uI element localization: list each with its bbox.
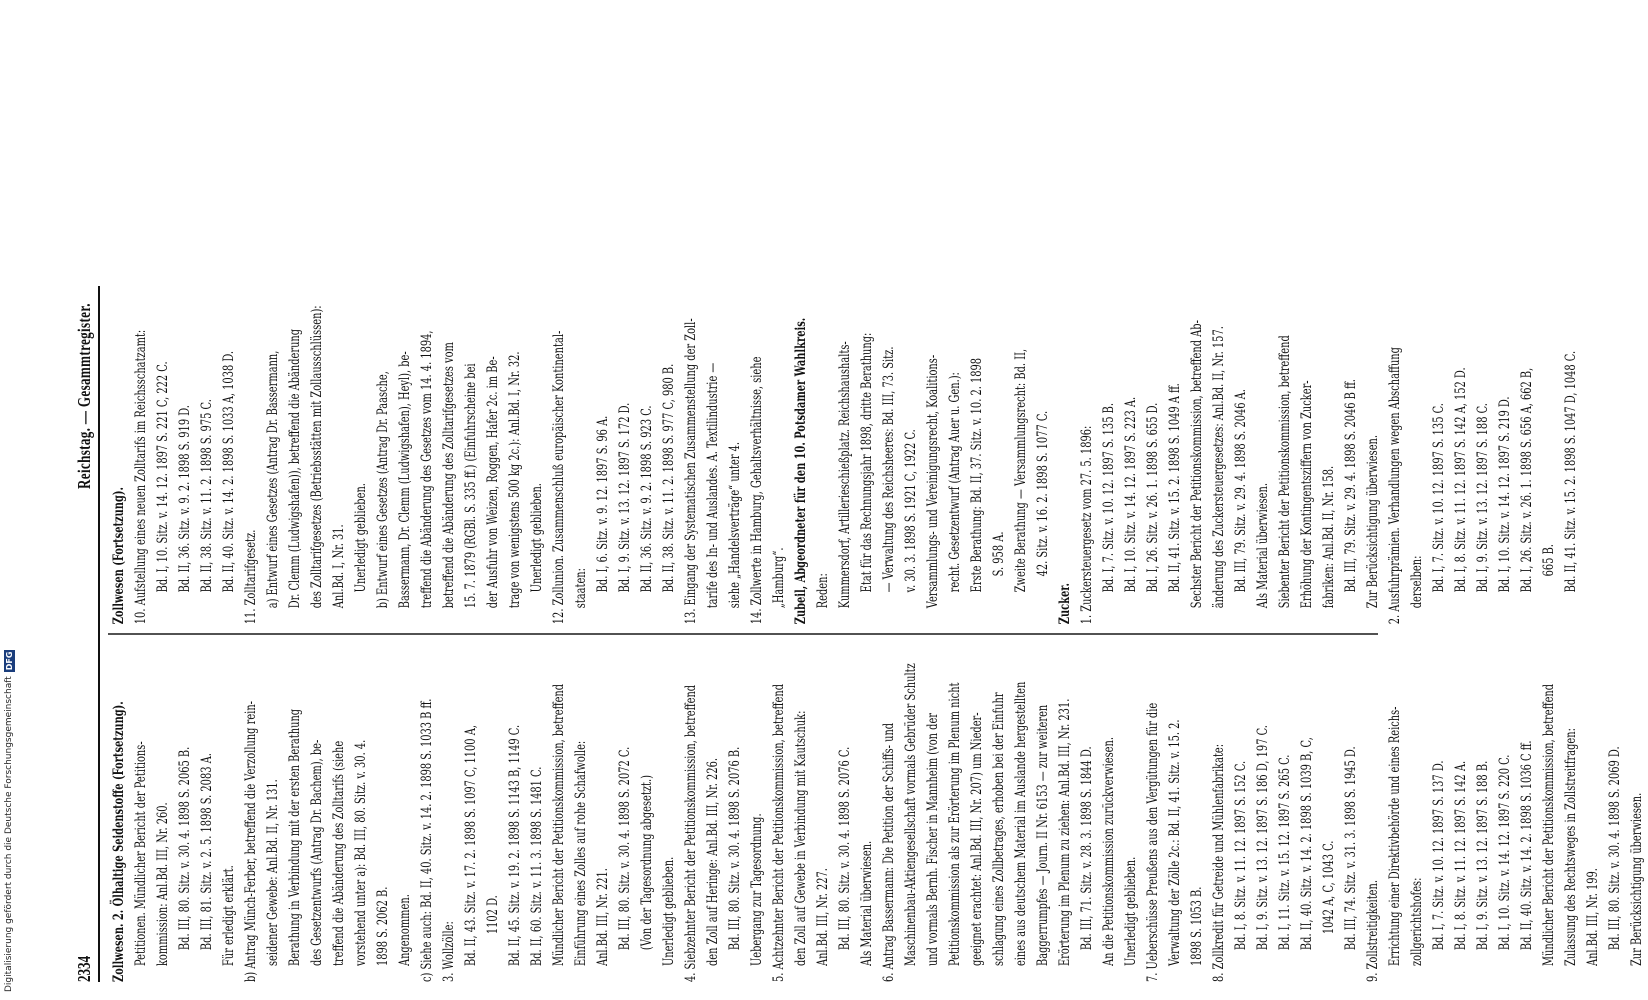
left-entry: Bd. II, 60. Sitz. v. 11. 3. 1898 S. 1481 C. (529, 766, 545, 967)
left-entry: 4. Siebzehnter Bericht der Petitionskommission, betreffend (683, 684, 699, 982)
right-entry: Bd. I, 7. Sitz. v. 10. 12. 1897 S. 135 B. (1101, 403, 1117, 593)
right-entry: betreffend die Abänderung des Zolltarifgesetzes vom (441, 342, 457, 609)
left-column (108, 635, 1645, 982)
left-entry: Errichtung einer Direktivbehörde und eines Reichs- (1387, 706, 1403, 967)
left-entry: Zollwesen. 2. Ölhaltige Seidenstoffe (Fortsetzung). (111, 701, 127, 982)
right-entry: S. 958 A. (991, 531, 1007, 577)
right-entry: Zubeil, Abgeordneter für den 10. Potsdamer Wahlkreis. (793, 317, 809, 625)
left-entry: Zur Berücksichtigung überwiesen. (1629, 792, 1645, 967)
right-entry: Bd. I, 26. Sitz. v. 26. 1. 1898 S. 656 A, 662 B, (1519, 367, 1535, 593)
right-entry: Bd. I, 26. Sitz. v. 26. 1. 1898 S. 655 D. (1145, 402, 1161, 593)
right-entry: Bd. I, 10. Sitz. v. 14. 12. 1897 S. 219 D. (1497, 396, 1513, 593)
left-entry: des Gesetzentwurfs (Antrag Dr. Bachem), be- (309, 739, 325, 967)
right-entry: Bd. II, 41. Sitz. v. 15. 2. 1898 S. 1047 D, 1048 C. (1563, 350, 1579, 593)
left-entry: Mündlicher Bericht der Petitionskommission, betreffend (1541, 683, 1557, 967)
left-entry: 8. Zollkredit für Getreide und Mühlenfabrikate: (1211, 743, 1227, 982)
left-entry: 5. Achtzehnter Bericht der Petitionskommission, betreffend (771, 683, 787, 982)
right-entry: „Hamburg“. (771, 547, 787, 609)
left-entry: Unerledigt geblieben. (661, 856, 677, 967)
right-entry: v. 30. 3. 1898 S. 1921 C, 1922 C. (903, 429, 919, 593)
left-entry: schlagung eines Zollbetrages, erhoben bei der Einfuhr (991, 692, 1007, 967)
left-entry: eines aus deutschem Material im Auslande hergestellten (1013, 681, 1029, 967)
page-number: 2334 (74, 955, 94, 982)
right-entry: tarife des In- und Auslandes. A. Textilindustrie — (705, 362, 721, 609)
right-entry: 11. Zolltarifgesetz. (243, 529, 259, 625)
right-entry: Zweite Berathung — Versammlungsrecht: Bd. II, (1013, 348, 1029, 593)
right-entry: Bd. III, 79. Sitz. v. 29. 4. 1898 S. 2046 A. (1233, 389, 1249, 593)
left-entry: Maschinenbau-Aktiengesellschaft vormals Gebrüder Schultz (903, 663, 919, 967)
left-entry: Bd. II, 40. Sitz. v. 14. 2. 1898 S. 1039 B, C, (1299, 737, 1315, 951)
left-entry: und vormals Bernh. Fischer in Mannheim (von der (925, 713, 941, 967)
digitization-credit (2, 600, 16, 992)
left-entry: kommission: Anl.Bd. III, Nr. 260. (155, 802, 171, 967)
page-title: Reichstag. — Gesammtregister. (74, 303, 94, 489)
right-entry: Reden: (815, 573, 831, 609)
right-entry: Bd. I, 8. Sitz. v. 11. 12. 1897 S. 142 A, 152 D. (1453, 367, 1469, 593)
right-entry: Bd. I, 7. Sitz. v. 10. 12. 1897 S. 135 C. (1431, 403, 1447, 593)
left-entry: Bd. III, 80. Sitz. v. 30. 4. 1898 S. 2076 C. (837, 746, 853, 951)
right-entry: Sechster Bericht der Petitionskommission, betreffend Ab- (1189, 320, 1205, 609)
credit-text: Digitalisierung gefördert durch die Deutsche Forschungsgemeinschaft (4, 676, 14, 992)
right-entry: 13. Eingang der Systematischen Zusammenstellung der Zoll- (683, 318, 699, 625)
left-entry: Petitionen. Mündlicher Bericht der Petitions- (133, 741, 149, 967)
left-entry: 1102 D. (485, 895, 501, 935)
column-rule (108, 633, 1378, 635)
right-entry: Als Material überwiesen. (1255, 483, 1271, 609)
left-entry: Bd. II, 40. Sitz. v. 14. 2. 1898 S. 1036 C ff. (1519, 740, 1535, 951)
right-entry: Bd. I, 6. Sitz. v. 9. 12. 1897 S. 96 A. (595, 415, 611, 593)
right-entry: des Zolltarifgesetzes (Betriebsstätten mit Zollausschlüssen): (309, 305, 325, 609)
left-entry: Angenommen. (397, 894, 413, 967)
left-entry: Uebergang zur Tagesordnung. (749, 813, 765, 967)
left-entry: Bd. III, 74. Sitz. v. 31. 3. 1898 S. 1945 D. (1343, 746, 1359, 951)
right-entry: Unerledigt geblieben. (529, 483, 545, 593)
right-entry: Erste Berathung: Bd. II, 37. Sitz. v. 10. 2. 1898 (969, 357, 985, 593)
left-entry: Für erledigt erklärt. (221, 865, 237, 967)
right-entry: 15. 7. 1879 (RGBl. S. 335 ff.) (Einfuhrscheine bei (463, 363, 479, 609)
right-entry: a) Entwurf eines Gesetzes (Antrag Dr. Bassermann, (265, 350, 281, 609)
right-entry: Dr. Clemm (Ludwigshafen)), betreffend die Abänderung (287, 328, 303, 609)
left-entry: Bd. I, 11. Sitz. v. 15. 12. 1897 S. 265 C. (1277, 754, 1293, 951)
rotated-page (70, 286, 1645, 982)
left-entry: Einführung eines Zolles auf rohe Schafwolle: (573, 740, 589, 967)
right-entry: Unerledigt geblieben. (353, 483, 369, 593)
right-entry: Bd. I, 10. Sitz. v. 14. 12. 1897 S. 221 C, 222 C. (155, 361, 171, 593)
left-entry: Bd. III, 80. Sitz. v. 30. 4. 1898 S. 2072 C. (617, 746, 633, 951)
right-column (108, 286, 1579, 633)
right-entry: Zur Berücksichtigung überwiesen. (1365, 434, 1381, 609)
right-entry: Bd. II, 36. Sitz. v. 9. 2. 1898 S. 923 C. (639, 405, 655, 593)
right-entry: Bd. II, 41. Sitz. v. 15. 2. 1898 S. 1049 A ff. (1167, 383, 1183, 593)
right-entry: trage von wenigstens 500 kg 2c.): Anl.Bd. I, Nr. 32. (507, 351, 523, 609)
left-entry: An die Petitionskommission zurückverwiesen. (1101, 737, 1117, 967)
left-entry: vorstehend unter a): Bd. III, 80. Sitz. v. 30. 4. (353, 739, 369, 967)
left-entry: den Zoll auf Heringe: Anl.Bd. III, Nr. 226. (705, 757, 721, 967)
right-entry: Bd. II, 40. Sitz. v. 14. 2. 1898 S. 1033 A, 1038 D. (221, 350, 237, 593)
right-entry: fabriken: Anl.Bd. II, Nr. 158. (1321, 465, 1337, 609)
right-entry: Versammlungs- und Vereinigungsrecht, Koalitions- (925, 354, 941, 609)
running-head (70, 286, 100, 982)
right-entry: Bassermann, Dr. Clemm (Ludwigshafen), Heyl), be- (397, 351, 413, 609)
left-entry: 7. Ueberschüsse Preußens aus den Vergütungen für die (1145, 702, 1161, 982)
left-entry: Anl.Bd. III, Nr. 199. (1585, 868, 1601, 967)
right-entry: 2. Ausfuhrprämien. Verhandlungen wegen Abschaffung (1387, 347, 1403, 625)
right-entry: treffend die Abänderung des Gesetzes vom 14. 4. 1894, (419, 330, 435, 609)
left-entry: Als Material überwiesen. (859, 840, 875, 967)
right-entry: Bd. II, 38. Sitz. v. 11. 2. 1898 S. 975 C. (199, 399, 215, 593)
left-entry: b) Antrag Münch-Ferber, betreffend die Verzollung rein- (243, 701, 259, 982)
right-entry: 14. Zollwerte in Hamburg, Gehaltsverhältnisse, siehe (749, 356, 765, 625)
left-entry: Anl.Bd. III, Nr. 227. (815, 868, 831, 967)
left-entry: Bd. I, 8. Sitz. v. 11. 12. 1897 S. 142 A. (1453, 760, 1469, 951)
right-entry: Bd. III, 79. Sitz. v. 29. 4. 1898 S. 2046 B ff. (1343, 379, 1359, 593)
left-entry: Unerledigt geblieben. (1123, 856, 1139, 967)
right-entry: Bd. II, 38. Sitz. v. 11. 2. 1898 S. 977 C, 980 B. (661, 363, 677, 593)
left-entry: 9. Zollstreitigkeiten. (1365, 880, 1381, 982)
right-entry: Kummersdorf, Artillerieschießplatz. Reichshaushalts- (837, 341, 853, 609)
right-entry: 1. Zuckersteuergesetz vom 27. 5. 1896: (1079, 425, 1095, 625)
left-entry: seidener Gewebe: Anl.Bd. II, Nr. 131. (265, 779, 281, 967)
left-entry: Bd. III, 80. Sitz. v. 30. 4. 1898 S. 2065 B. (177, 746, 193, 951)
left-entry: Bd. III, 80. Sitz. v. 30. 4. 1898 S. 2076 B. (727, 746, 743, 951)
right-entry: Erhöhung der Kontingentsziffern von Zucker- (1299, 380, 1315, 609)
right-entry: siehe „Handelsverträge“ unter 4. (727, 441, 743, 609)
left-entry: Bd. I, 7. Sitz. v. 10. 12. 1897 S. 137 D. (1431, 760, 1447, 951)
right-entry: — Verwaltung des Reichsheeres: Bd. III, 73. Sitz. (881, 346, 897, 593)
left-entry: Bd. II, 43. Sitz. v. 17. 2. 1898 S. 1097 C, 1100 A, (463, 725, 479, 967)
left-entry: 1042 A, C, 1043 C. (1321, 840, 1337, 935)
left-entry: Anl.Bd. III, Nr. 221. (595, 868, 611, 967)
left-entry: Mündlicher Bericht der Petitionskommission, betreffend (551, 683, 567, 967)
right-entry: Bd. I, 9. Sitz. v. 13. 12. 1897 S. 188 C. (1475, 403, 1491, 593)
left-entry: 1898 S. 2062 B. (375, 886, 391, 967)
right-entry: Bd. I, 9. Sitz. v. 13. 12. 1897 S. 172 D. (617, 402, 633, 593)
dfg-logo: DFG (4, 651, 14, 671)
left-entry: Bd. I, 10. Sitz. v. 14. 12. 1897 S. 220 C. (1497, 754, 1513, 951)
right-entry: 12. Zollunion. Zusammenschluß europäischer Kontinental- (551, 330, 567, 625)
right-entry: Bd. I, 10. Sitz. v. 14. 12. 1897 S. 223 A. (1123, 396, 1139, 593)
right-entry: Siebenter Bericht der Petitionskommission, betreffend (1277, 335, 1293, 609)
left-entry: c) Siehe auch: Bd. II, 40. Sitz. v. 14. 2. 1898 S. 1033 B ff. (419, 698, 435, 982)
right-entry: änderung des Zuckersteuergesetzes: Anl.Bd. II, Nr. 157. (1211, 326, 1227, 609)
left-entry: Baggerrumpfes — Journ. II Nr. 6153 — zur weiteren (1035, 704, 1051, 967)
left-entry: zollgerichtshofes: (1409, 877, 1425, 967)
right-entry: 10. Aufstellung eines neuen Zolltarifs im Reichsschatzamt: (133, 329, 149, 625)
left-entry: 6. Antrag Bassermann: Die Petition der Schiffs- und (881, 722, 897, 982)
right-entry: b) Entwurf eines Gesetzes (Antrag Dr. Paasche, (375, 371, 391, 609)
left-entry: 1898 S. 1053 B. (1189, 886, 1205, 967)
left-entry: Bd. I, 9. Sitz. v. 13. 12. 1897 S. 186 D, 197 C. (1255, 725, 1271, 951)
left-entry: Berathung in Verbindung mit der ersten Berathung (287, 708, 303, 967)
left-entry: Bd. I, 9. Sitz. v. 13. 12. 1897 S. 188 B. (1475, 760, 1491, 951)
left-entry: Bd. I, 8. Sitz. v. 11. 12. 1897 S. 152 C. (1233, 760, 1249, 951)
right-entry: recht. Gesetzentwurf (Antrag Auer u. Gen.): (947, 372, 963, 593)
left-entry: Bd. II, 45. Sitz. v. 19. 2. 1898 S. 1143 B, 1149 C. (507, 724, 523, 967)
left-entry: (Von der Tagesordnung abgesetzt.) (639, 775, 655, 951)
columns (108, 286, 1645, 982)
right-entry: Zucker. (1057, 583, 1073, 625)
right-entry: staaten: (573, 568, 589, 609)
right-entry: Bd. II, 36. Sitz. v. 9. 2. 1898 S. 919 D. (177, 405, 193, 593)
left-entry: treffend die Abänderung des Zolltarifs (siehe (331, 740, 347, 967)
left-entry: Verwaltung der Zölle 2c.: Bd. II, 41. Sitz. v. 15. 2. (1167, 719, 1183, 967)
left-entry: Bd. III, 81. Sitz. v. 2. 5. 1898 S. 2083 A. (199, 753, 215, 951)
left-entry: den Zoll auf Gewebe in Verbindung mit Kautschuk: (793, 710, 809, 967)
right-entry: Zollwesen (Fortsetzung). (111, 487, 127, 625)
left-entry: 3. Wollzölle: (441, 921, 457, 982)
right-entry: 665 B. (1541, 544, 1557, 577)
left-entry: Zulassung des Rechtsweges in Zollstreitfragen: (1563, 728, 1579, 967)
left-entry: geeignet erachtet: Anl.Bd. III, Nr. 207) um Nieder- (969, 712, 985, 967)
left-entry: Bd. III, 71. Sitz. v. 28. 3. 1898 S. 1844 D. (1079, 746, 1095, 951)
right-entry: der Ausfuhr von Weizen, Roggen, Hafer 2c. im Be- (485, 356, 501, 609)
right-entry: Anl.Bd. I, Nr. 31. (331, 524, 347, 609)
right-entry: derselben: (1409, 555, 1425, 609)
left-entry: Bd. III, 80. Sitz. v. 30. 4. 1898 S. 2069 D. (1607, 746, 1623, 951)
right-entry: Etat für das Rechnungsjahr 1898, dritte Berathung: (859, 332, 875, 593)
left-entry: Petitionskommission als zur Erörterung im Plenum nicht (947, 682, 963, 967)
right-entry: 42. Sitz. v. 16. 2. 1898 S. 1077 C. (1035, 410, 1051, 577)
page-content (70, 286, 1645, 982)
left-entry: Erörterung im Plenum zu ziehen: Anl.Bd. III, Nr. 231. (1057, 698, 1073, 967)
